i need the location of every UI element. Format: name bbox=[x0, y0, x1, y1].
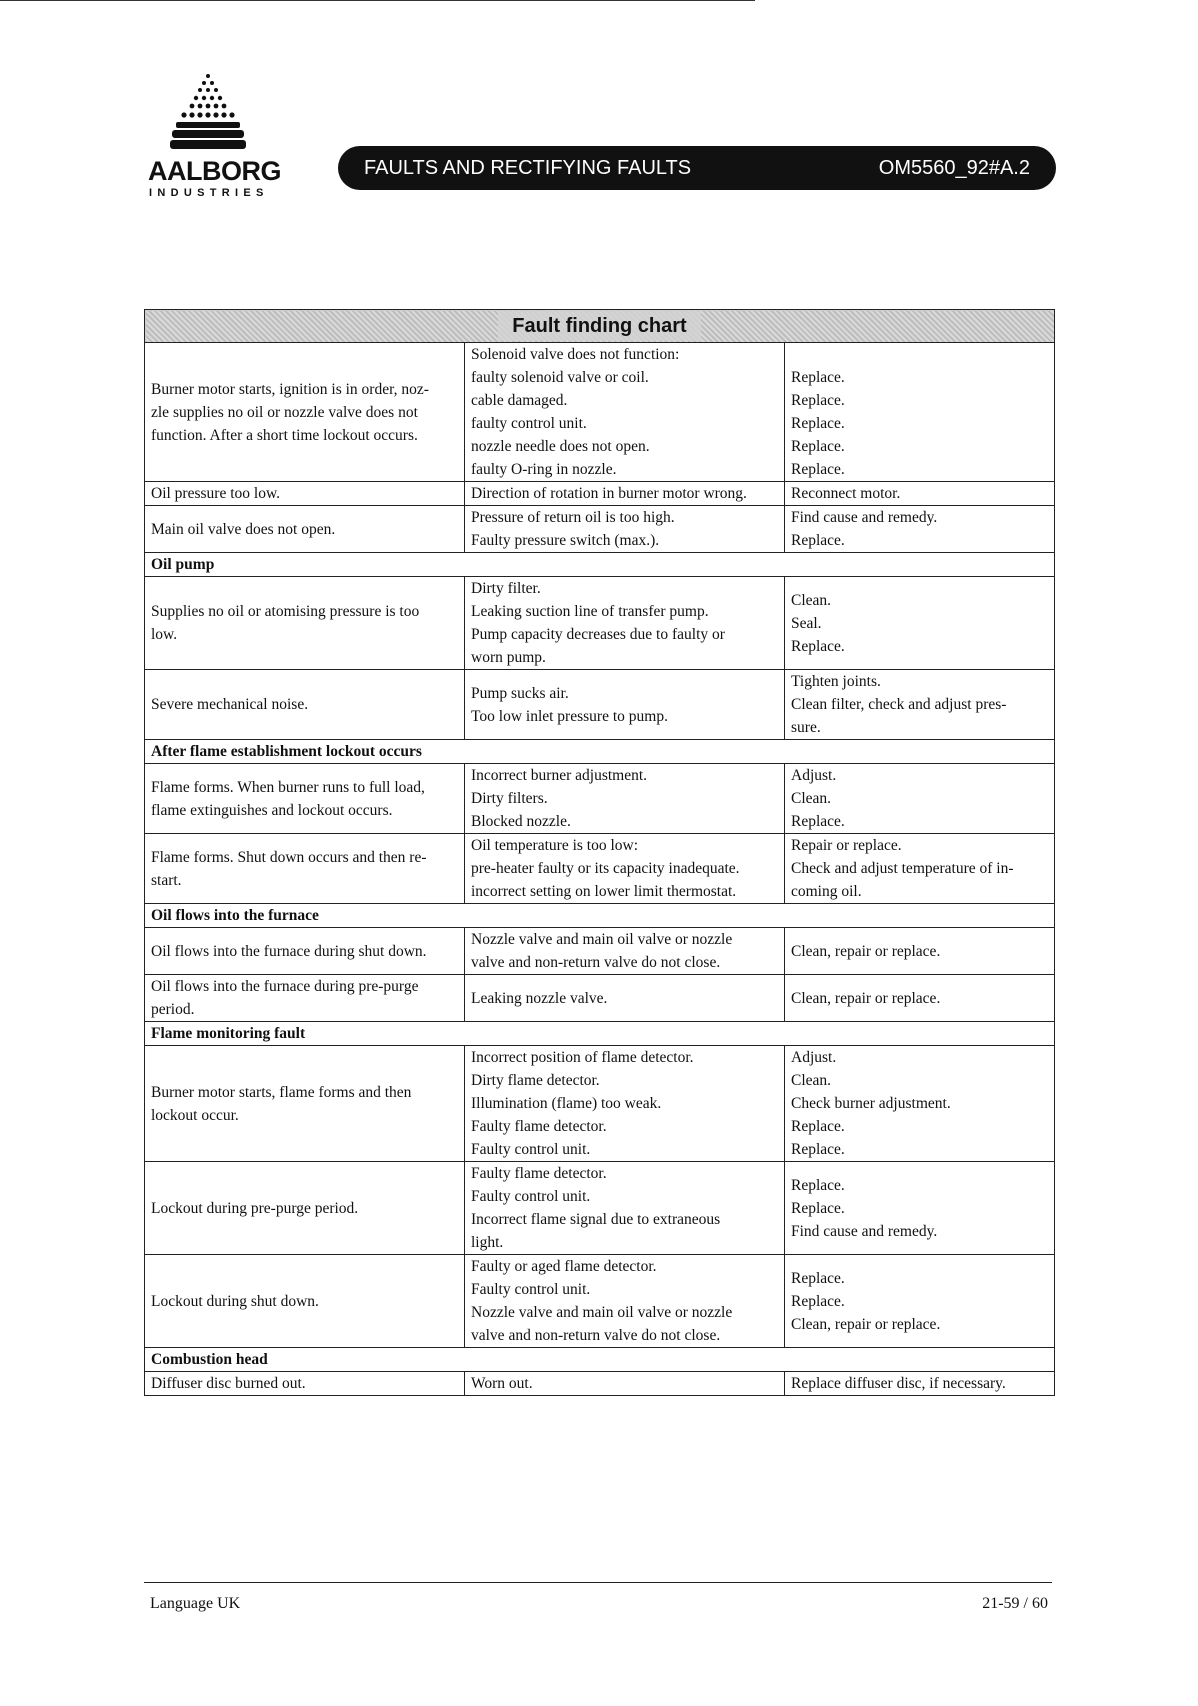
remedy-line: Tighten joints. bbox=[791, 673, 881, 690]
remedy-line: Replace. bbox=[791, 637, 845, 655]
remedy-line: Check burner adjustment. bbox=[791, 1095, 951, 1112]
fault-cell bbox=[145, 764, 465, 834]
cause-cell bbox=[465, 670, 785, 740]
section-header-row bbox=[145, 1022, 1055, 1046]
cause-line: Faulty flame detector. bbox=[471, 1165, 607, 1182]
fault-line: Supplies no oil or atomising pressure is too bbox=[151, 603, 420, 620]
fault-line: Burner motor starts, ignition is in order, noz- bbox=[151, 380, 429, 398]
table-row bbox=[145, 764, 1055, 834]
remedy-line: Clean filter, check and adjust pres- bbox=[791, 696, 1007, 713]
cause-line: Faulty or aged flame detector. bbox=[471, 1258, 657, 1275]
table-title: Fault finding chart bbox=[498, 311, 700, 341]
fault-line: Main oil valve does not open. bbox=[151, 520, 336, 538]
fault-finding-table bbox=[144, 309, 1055, 1396]
remedy-line: Replace. bbox=[791, 438, 845, 455]
table-row bbox=[145, 1046, 1055, 1162]
remedy-line: Replace. bbox=[791, 532, 845, 549]
cause-cell bbox=[465, 834, 785, 904]
cause-line: Nozzle valve and main oil valve or nozzle bbox=[471, 1304, 733, 1321]
cause-cell bbox=[465, 577, 785, 670]
cause-line: Dirty filters. bbox=[471, 790, 548, 807]
fault-cell bbox=[145, 975, 465, 1022]
cause-line: Solenoid valve does not function: bbox=[471, 346, 680, 363]
cause-line: Illumination (flame) too weak. bbox=[471, 1095, 662, 1112]
section-header-row bbox=[145, 740, 1055, 764]
cause-line: Leaking suction line of transfer pump. bbox=[471, 603, 709, 620]
remedy-cell bbox=[785, 1255, 1055, 1348]
cause-line: Too low inlet pressure to pump. bbox=[471, 707, 668, 725]
table-row bbox=[145, 482, 1055, 506]
cause-cell bbox=[465, 975, 785, 1022]
table-row bbox=[145, 1162, 1055, 1255]
remedy-cell bbox=[785, 975, 1055, 1022]
fault-line: Flame forms. Shut down occurs and then re- bbox=[151, 848, 427, 866]
remedy-line: Replace. bbox=[791, 813, 845, 830]
cause-line: faulty O-ring in nozzle. bbox=[471, 461, 617, 478]
cause-line: Incorrect burner adjustment. bbox=[471, 767, 648, 784]
cause-cell bbox=[465, 1372, 785, 1396]
table-title-row bbox=[145, 310, 1055, 343]
cause-cell bbox=[465, 764, 785, 834]
cause-line: Faulty pressure switch (max.). bbox=[471, 532, 660, 549]
remedy-cell bbox=[785, 343, 1055, 482]
cause-cell bbox=[465, 1255, 785, 1348]
remedy-line: Replace. bbox=[791, 1199, 845, 1217]
cause-cell bbox=[465, 928, 785, 975]
fault-cell bbox=[145, 928, 465, 975]
fault-cell bbox=[145, 670, 465, 740]
cause-line: pre-heater faulty or its capacity inadequate. bbox=[471, 860, 740, 877]
section-label: After flame establishment lockout occurs bbox=[145, 740, 1055, 764]
fault-line: start. bbox=[151, 871, 182, 889]
section-header-row bbox=[145, 1348, 1055, 1372]
fault-line: Flame forms. When burner runs to full load, bbox=[151, 778, 425, 796]
remedy-cell bbox=[785, 764, 1055, 834]
fault-line: flame extinguishes and lockout occurs. bbox=[151, 801, 393, 819]
cause-line: nozzle needle does not open. bbox=[471, 438, 650, 455]
remedy-cell bbox=[785, 506, 1055, 553]
section-label: Flame monitoring fault bbox=[145, 1022, 1055, 1046]
cause-line: Leaking nozzle valve. bbox=[471, 989, 608, 1007]
section-label: Oil flows into the furnace bbox=[145, 904, 1055, 928]
fault-line: Burner motor starts, flame forms and then bbox=[151, 1083, 412, 1101]
remedy-line: Replace. bbox=[791, 1176, 845, 1194]
remedy-line: coming oil. bbox=[791, 883, 862, 900]
remedy-line: Clean, repair or replace. bbox=[791, 942, 941, 960]
cause-line: valve and non-return valve do not close. bbox=[471, 1327, 721, 1344]
cause-line: faulty control unit. bbox=[471, 415, 587, 432]
remedy-line: Find cause and remedy. bbox=[791, 1222, 938, 1240]
remedy-line: Replace. bbox=[791, 1118, 845, 1135]
fault-cell bbox=[145, 1372, 465, 1396]
fault-cell bbox=[145, 1255, 465, 1348]
remedy-cell bbox=[785, 834, 1055, 904]
fault-line: function. After a short time lockout occurs. bbox=[151, 426, 418, 444]
fault-cell bbox=[145, 506, 465, 553]
remedy-line bbox=[791, 343, 1048, 366]
remedy-line: Replace diffuser disc, if necessary. bbox=[791, 1375, 1006, 1392]
cause-line: Faulty control unit. bbox=[471, 1141, 591, 1158]
fault-line: Oil flows into the furnace during pre-purge bbox=[151, 978, 419, 995]
remedy-cell bbox=[785, 1162, 1055, 1255]
remedy-line: Replace. bbox=[791, 1141, 845, 1158]
remedy-line: Find cause and remedy. bbox=[791, 509, 938, 526]
fault-line: lockout occur. bbox=[151, 1106, 239, 1124]
fault-cell bbox=[145, 1162, 465, 1255]
logo-subtitle: INDUSTRIES bbox=[149, 187, 269, 199]
header-bar bbox=[338, 146, 1056, 190]
cause-line: worn pump. bbox=[471, 649, 546, 666]
cause-line: Incorrect flame signal due to extraneous bbox=[471, 1211, 721, 1228]
remedy-cell bbox=[785, 1046, 1055, 1162]
cause-line: valve and non-return valve do not close. bbox=[471, 954, 721, 971]
cause-line: Dirty flame detector. bbox=[471, 1072, 600, 1089]
table-row bbox=[145, 834, 1055, 904]
remedy-line: Replace. bbox=[791, 392, 845, 409]
logo-name: AALBORG bbox=[148, 156, 281, 186]
fault-line: Lockout during shut down. bbox=[151, 1292, 319, 1310]
cause-line: faulty solenoid valve or coil. bbox=[471, 369, 649, 386]
cause-line: Worn out. bbox=[471, 1375, 533, 1392]
remedy-line: sure. bbox=[791, 719, 821, 736]
table-row bbox=[145, 577, 1055, 670]
fault-line: Oil flows into the furnace during shut down. bbox=[151, 942, 427, 960]
table-row bbox=[145, 928, 1055, 975]
header-title: FAULTS AND RECTIFYING FAULTS bbox=[364, 157, 692, 179]
remedy-line: Check and adjust temperature of in- bbox=[791, 860, 1014, 877]
cause-line: Pump capacity decreases due to faulty or bbox=[471, 626, 725, 643]
fault-line: Oil pressure too low. bbox=[151, 485, 281, 502]
remedy-cell bbox=[785, 482, 1055, 506]
cause-cell bbox=[465, 1046, 785, 1162]
section-header-row bbox=[145, 553, 1055, 577]
fault-line: Lockout during pre-purge period. bbox=[151, 1199, 359, 1217]
remedy-cell bbox=[785, 670, 1055, 740]
table-row bbox=[145, 1255, 1055, 1348]
cause-cell bbox=[465, 1162, 785, 1255]
cause-line: cable damaged. bbox=[471, 392, 568, 409]
logo-flame-icon bbox=[158, 72, 258, 152]
cause-line: Dirty filter. bbox=[471, 580, 541, 597]
fault-line: period. bbox=[151, 1001, 195, 1018]
section-label: Combustion head bbox=[145, 1348, 1055, 1372]
section-header-row bbox=[145, 904, 1055, 928]
fault-line: Diffuser disc burned out. bbox=[151, 1375, 306, 1392]
remedy-line: Adjust. bbox=[791, 767, 837, 784]
footer-language: Language UK bbox=[150, 1595, 241, 1612]
page-number: 21-59 / 60 bbox=[982, 1595, 1048, 1612]
cause-line: Pump sucks air. bbox=[471, 684, 569, 702]
cause-cell bbox=[465, 506, 785, 553]
cause-line: incorrect setting on lower limit thermostat. bbox=[471, 883, 737, 900]
remedy-line: Repair or replace. bbox=[791, 837, 902, 854]
footer-rule bbox=[144, 1582, 1052, 1583]
remedy-line: Replace. bbox=[791, 1269, 845, 1287]
table-row bbox=[145, 975, 1055, 1022]
remedy-line: Replace. bbox=[791, 415, 845, 432]
cause-line: Oil temperature is too low: bbox=[471, 837, 639, 854]
remedy-line: Reconnect motor. bbox=[791, 485, 901, 502]
remedy-line: Clean, repair or replace. bbox=[791, 989, 941, 1007]
remedy-line: Seal. bbox=[791, 614, 822, 632]
fault-cell bbox=[145, 834, 465, 904]
cause-line: Nozzle valve and main oil valve or nozzle bbox=[471, 931, 733, 948]
cause-line: Pressure of return oil is too high. bbox=[471, 509, 675, 526]
table-row bbox=[145, 343, 1055, 482]
remedy-line: Replace. bbox=[791, 369, 845, 386]
cause-line: light. bbox=[471, 1234, 504, 1251]
company-logo bbox=[148, 72, 281, 202]
cause-line: Incorrect position of flame detector. bbox=[471, 1049, 694, 1066]
remedy-cell bbox=[785, 928, 1055, 975]
cause-line: Faulty control unit. bbox=[471, 1188, 591, 1205]
fault-line: low. bbox=[151, 626, 178, 643]
cause-line: Direction of rotation in burner motor wrong. bbox=[471, 485, 747, 502]
remedy-line: Adjust. bbox=[791, 1049, 837, 1066]
fault-cell bbox=[145, 482, 465, 506]
cause-line: Faulty flame detector. bbox=[471, 1118, 607, 1135]
cause-line: Faulty control unit. bbox=[471, 1281, 591, 1298]
section-label: Oil pump bbox=[145, 553, 1055, 577]
table-row bbox=[145, 1372, 1055, 1396]
table-row bbox=[145, 670, 1055, 740]
fault-cell bbox=[145, 1046, 465, 1162]
remedy-line: Replace. bbox=[791, 1292, 845, 1310]
fault-line: zle supplies no oil or nozzle valve does not bbox=[151, 403, 418, 421]
fault-line: Severe mechanical noise. bbox=[151, 696, 309, 713]
top-edge-line bbox=[0, 0, 755, 1]
cause-cell bbox=[465, 482, 785, 506]
remedy-line: Clean. bbox=[791, 1072, 832, 1089]
table-row bbox=[145, 506, 1055, 553]
fault-cell bbox=[145, 343, 465, 482]
remedy-line: Clean. bbox=[791, 591, 832, 609]
remedy-line: Clean, repair or replace. bbox=[791, 1315, 941, 1333]
cause-line: Blocked nozzle. bbox=[471, 813, 571, 830]
remedy-cell bbox=[785, 1372, 1055, 1396]
remedy-cell bbox=[785, 577, 1055, 670]
remedy-line: Replace. bbox=[791, 461, 845, 478]
remedy-line: Clean. bbox=[791, 790, 832, 807]
document-code: OM5560_92#A.2 bbox=[878, 157, 1030, 179]
cause-cell bbox=[465, 343, 785, 482]
fault-cell bbox=[145, 577, 465, 670]
